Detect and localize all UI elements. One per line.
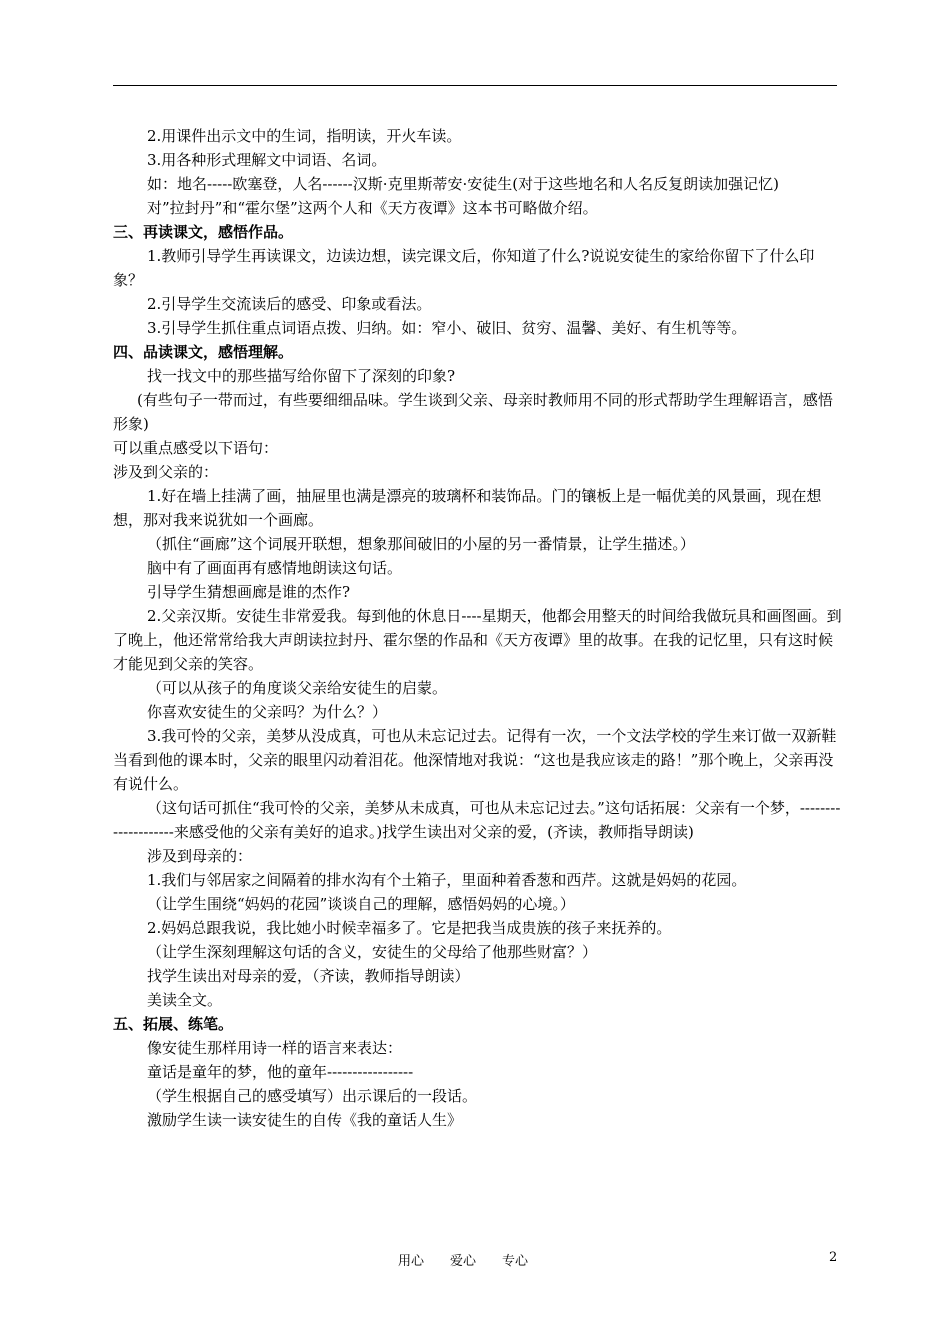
paragraph: 脑中有了画面再有感情地朗读这句话。: [147, 559, 403, 577]
paragraph: （这句话可抓住“我可怜的父亲，美梦从未成真，可也从未忘记过去。”这句话拓展：父亲有一个梦，--------------------来感受他的父亲有美好的追求。)找学生读出对父亲的爱，(齐读，教师指导朗读): [113, 799, 841, 841]
footer-motto: [398, 1250, 554, 1269]
paragraph: （学生根据自己的感受填写）出示课后的一段话。: [147, 1087, 478, 1105]
page-footer: [0, 1250, 950, 1270]
paragraph: 如：地名-----欧塞登，人名------汉斯·克里斯蒂安·安徒生(对于这些地名和人名反复朗读加强记忆): [147, 175, 779, 193]
section-heading: 四、品读课文，感悟理解。: [113, 343, 294, 361]
paragraph: 美读全文。: [147, 991, 223, 1009]
paragraph: 可以重点感受以下语句：: [113, 439, 279, 457]
paragraph: 3.引导学生抓住重点词语点拨、归纳。如：窄小、破旧、贫穷、温馨、美好、有生机等等。: [147, 319, 747, 337]
paragraph: （可以从孩子的角度谈父亲给安徒生的启蒙。: [147, 679, 448, 697]
header-rule: [113, 85, 837, 86]
footer-motto-1: 用心: [398, 1254, 425, 1269]
paragraph: 引导学生猜想画廊是谁的杰作?: [147, 583, 351, 601]
paragraph: 3.我可怜的父亲，美梦从没成真，可也从未忘记过去。记得有一次，一个文法学校的学生来订做一双新鞋当看到他的课本时，父亲的眼里闪动着泪花。他深情地对我说：“这也是我应该走的路！”那个晚上，父亲再没有说什么。: [113, 727, 837, 793]
footer-motto-2: 爱心: [450, 1254, 477, 1269]
paragraph: 激励学生读一读安徒生的自传《我的童话人生》: [147, 1111, 463, 1129]
page-number: 2: [829, 1250, 838, 1265]
paragraph: （让学生围绕“妈妈的花园”谈谈自己的理解，感悟妈妈的心境。）: [147, 895, 575, 913]
paragraph: （抓住“画廊”这个词展开联想，想象那间破旧的小屋的另一番情景，让学生描述。）: [147, 535, 695, 553]
section-heading: 三、再读课文，感悟作品。: [113, 223, 294, 241]
paragraph: 2.用课件出示文中的生词，指明读，开火车读。: [147, 127, 462, 145]
paragraph: 2.妈妈总跟我说，我比她小时候幸福多了。它是把我当成贵族的孩子来抚养的。: [147, 919, 672, 937]
paragraph: 童话是童年的梦，他的童年-----------------: [147, 1063, 414, 1081]
paragraph: 找一找文中的那些描写给你留下了深刻的印象?: [147, 367, 456, 385]
paragraph: 对”拉封丹”和“霍尔堡”这两个人和《天方夜谭》这本书可略做介绍。: [147, 199, 598, 217]
paragraph: 1.教师引导学生再读课文，边读边想，读完课文后，你知道了什么?说说安徒生的家给你留下了什么印象？: [113, 247, 815, 289]
paragraph: 1.我们与邻居家之间隔着的排水沟有个土箱子，里面种着香葱和西芹。这就是妈妈的花园。: [147, 871, 747, 889]
paragraph: (有些句子一带而过，有些要细细品味。学生谈到父亲、母亲时教师用不同的形式帮助学生理解语言，感悟形象): [113, 391, 833, 433]
paragraph: 2.父亲汉斯。安徒生非常爱我。每到他的休息日----星期天，他都会用整天的时间给我做玩具和画图画。到了晚上，他还常常给我大声朗读拉封丹、霍尔堡的作品和《天方夜谭》里的故事。在我的记忆里，只有这时候才能见到父亲的笑容。: [113, 607, 842, 673]
section-heading: 五、拓展、练笔。: [113, 1015, 234, 1033]
paragraph: 涉及到父亲的：: [113, 463, 219, 481]
paragraph: 你喜欢安徒生的父亲吗？为什么？）: [147, 703, 388, 721]
paragraph: 3.用各种形式理解文中词语、名词。: [147, 151, 387, 169]
paragraph: 找学生读出对母亲的爱，（齐读，教师指导朗读）: [147, 967, 470, 985]
paragraph: 1.好在墙上挂满了画，抽屉里也满是漂亮的玻璃杯和装饰品。门的镶板上是一幅优美的风景画，现在想想，那对我来说犹如一个画廊。: [113, 487, 822, 529]
paragraph: 涉及到母亲的：: [147, 847, 253, 865]
footer-motto-3: 专心: [502, 1254, 529, 1269]
paragraph: 像安徒生那样用诗一样的语言来表达：: [147, 1039, 403, 1057]
paragraph: （让学生深刻理解这句话的含义，安徒生的父母给了他那些财富？）: [147, 943, 598, 961]
paragraph: 2.引导学生交流读后的感受、印象或看法。: [147, 295, 432, 313]
document-body: [113, 124, 843, 1132]
